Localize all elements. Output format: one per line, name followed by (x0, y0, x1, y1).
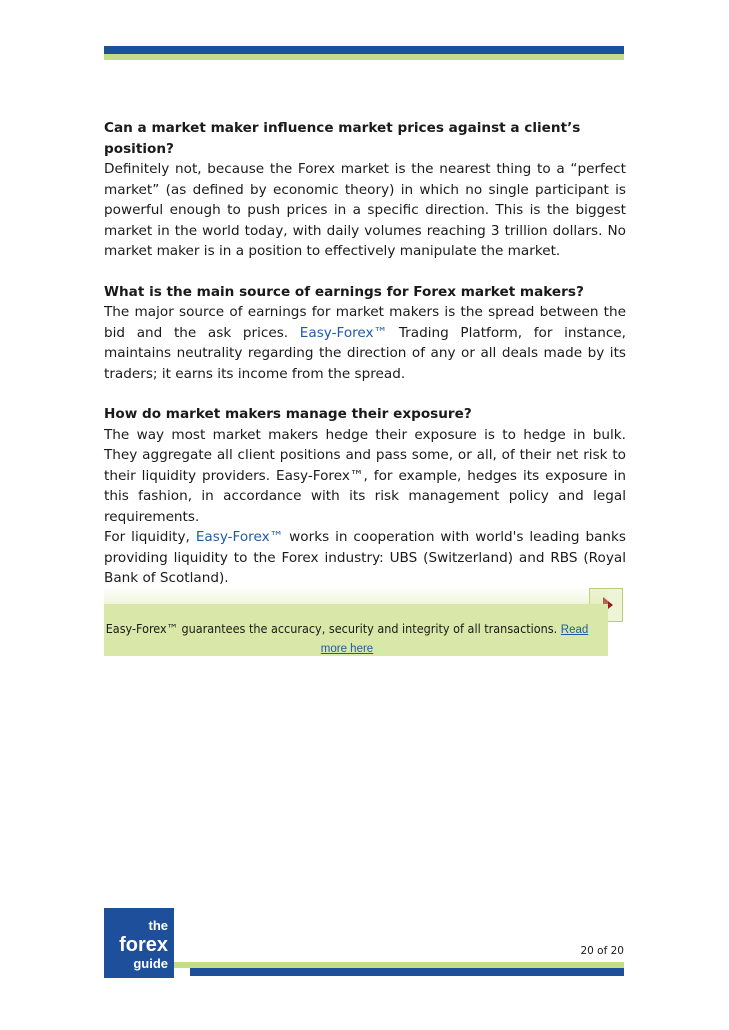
document-body (104, 118, 626, 589)
answer-liquidity-part1: For liquidity, (104, 529, 196, 545)
banner-text (104, 620, 590, 658)
answer-earnings-part1: The major source of earnings for market makers is the spread between the bid and the ask prices. (104, 304, 626, 341)
answer-earnings (104, 302, 626, 384)
question-exposure: How do market makers manage their exposure? (104, 406, 472, 422)
page-number: 20 of 20 (580, 945, 624, 957)
answer-liquidity (104, 527, 626, 589)
question-market-influence: Can a market maker influence market prices against a client’s position? (104, 120, 581, 157)
answer-exposure: The way most market makers hedge their exposure is to hedge in bulk. They aggregate all client positions and pass some, or all, of their net risk to their liquidity providers. Easy-Forex™, for example, hedges its exposure in this fashion, in accordance with its risk management policy and legal requirements. (104, 426, 626, 525)
answer-earnings-part2: Trading Platform, for instance, maintains neutrality regarding the direction of any or all deals made by its traders; it earns its income from the spread. (104, 324, 626, 382)
answer-market-influence: Definitely not, because the Forex market is the nearest thing to a “perfect market” (as defined by economic theory) in which no single participant is powerful enough to push prices in a specific direction. This is the biggest market in the world today, with daily volumes reaching 3 trillion dollars. No market maker is in a position to effectively manipulate the market. (104, 161, 626, 259)
header-bar-green (104, 54, 624, 60)
logo-line-the: the (148, 918, 168, 933)
footer-bar-blue (190, 968, 624, 976)
logo-line-forex: forex (119, 934, 168, 956)
logo-line-guide: guide (133, 956, 168, 971)
question-earnings: What is the main source of earnings for Forex market makers? (104, 283, 584, 300)
brand-easy-forex-2: Easy-Forex™ (195, 529, 284, 545)
guarantee-banner (104, 604, 608, 656)
answer-liquidity-part2: works in cooperation with world's leading banks providing liquidity to the Forex industry: UBS (Switzerland) and RBS (Royal Bank of Scotland). (104, 529, 626, 586)
banner-message: Easy-Forex™ guarantees the accuracy, security and integrity of all transactions. (105, 621, 558, 636)
brand-easy-forex: Easy-Forex™ (299, 324, 388, 341)
header-bar-blue (104, 46, 624, 54)
forex-guide-logo (104, 908, 174, 978)
read-more-link[interactable]: Read more here (320, 624, 589, 655)
